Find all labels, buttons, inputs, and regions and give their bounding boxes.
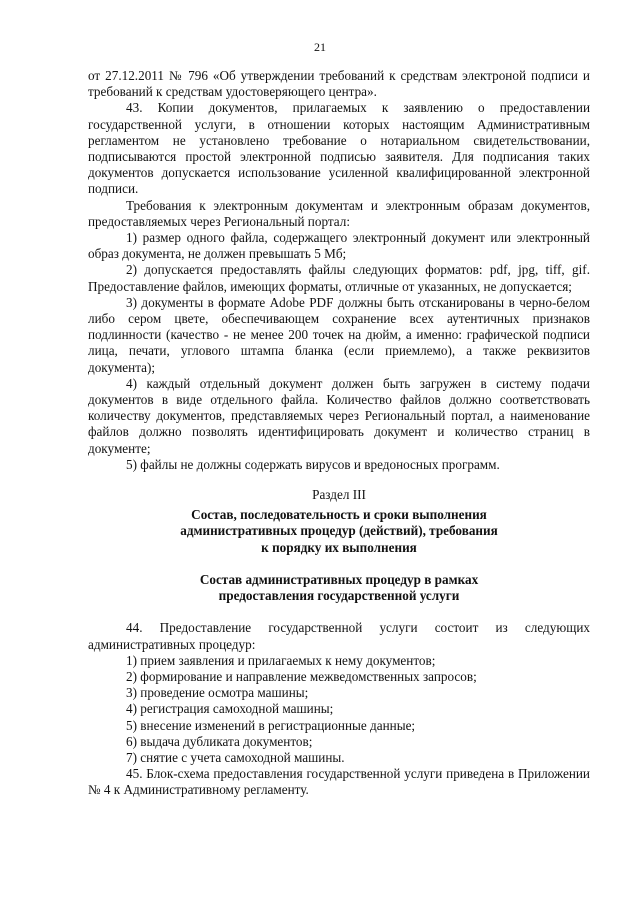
section-label: Раздел III	[312, 487, 366, 503]
section-title-line-3: к порядку их выполнения	[261, 539, 417, 555]
subsection-title-line-1: Состав административных процедур в рамках	[199, 571, 479, 587]
requirement-item-5: 5) файлы не должны содержать вирусов и вредоносных программ.	[126, 456, 500, 472]
paragraph-45: 45. Блок-схема предоставления государственной услуги приведена в Приложении № 4 к Административному регламенту.	[88, 766, 590, 798]
procedure-item: 7) снятие с учета самоходной машины.	[126, 749, 345, 765]
requirement-item-3: 3) документы в формате Adobe PDF должны быть отсканированы в черно-белом либо сером цвете, обеспечивающем сохранение всех аутентичных признаков подлинности (качество - не менее 200 точек на дюйм, а именно: графической подписи лица, печати, углового штампа бланка (если приемлемо), а также реквизитов документа);	[88, 294, 590, 375]
page-content	[88, 68, 590, 799]
procedure-item: 3) проведение осмотра машины;	[126, 685, 309, 701]
paragraph-continuation: от 27.12.2011 № 796 «Об утверждении требований к средствам электроной подписи и требований к средствам удостоверяющего центра».	[88, 68, 590, 100]
paragraph-43: 43. Копии документов, прилагаемых к заявлению о предоставлении государственной услуги, в отношении которых настоящим Административным регламентом не установлено требование о нотариальном свидетельствовании, подписываются простой электронной подписью заявителя. Для подписания таких документов допускается использование усиленной квалифицированной электронной подписи.	[88, 100, 590, 197]
paragraph-requirements-intro: Требования к электронным документам и электронным образам документов, предоставляемых через Региональный портал:	[88, 197, 590, 229]
requirement-item-2: 2) допускается предоставлять файлы следующих форматов: pdf, jpg, tiff, gif. Предоставление файлов, имеющих форматы, отличные от указанных, не допускается;	[88, 262, 590, 294]
procedure-item: 2) формирование и направление межведомственных запросов;	[126, 668, 477, 684]
requirement-item-4: 4) каждый отдельный документ должен быть загружен в систему подачи документов в виде отдельного файла. Количество файлов должно соответствовать количеству документов, представляемых через Региональный портал, а наименование файлов должно позволять идентифицировать документ и количество страниц в документе;	[88, 375, 590, 456]
procedure-item: 6) выдача дубликата документов;	[126, 733, 313, 749]
procedure-item: 4) регистрация самоходной машины;	[126, 701, 334, 717]
requirement-item-1: 1) размер одного файла, содержащего электронный документ или электронный образ документа, не должен превышать 5 Мб;	[88, 230, 590, 262]
procedure-item: 1) прием заявления и прилагаемых к нему документов;	[126, 652, 436, 668]
paragraph-44: 44. Предоставление государственной услуги состоит из следующих административных процедур:	[88, 620, 590, 652]
section-title-line-2: административных процедур (действий), требования	[180, 523, 498, 539]
page-number: 21	[314, 40, 326, 54]
section-title-line-1: Состав, последовательность и сроки выполнения	[191, 507, 487, 523]
procedure-item: 5) внесение изменений в регистрационные данные;	[126, 717, 416, 733]
subsection-title-line-2: предоставления государственной услуги	[218, 588, 460, 604]
